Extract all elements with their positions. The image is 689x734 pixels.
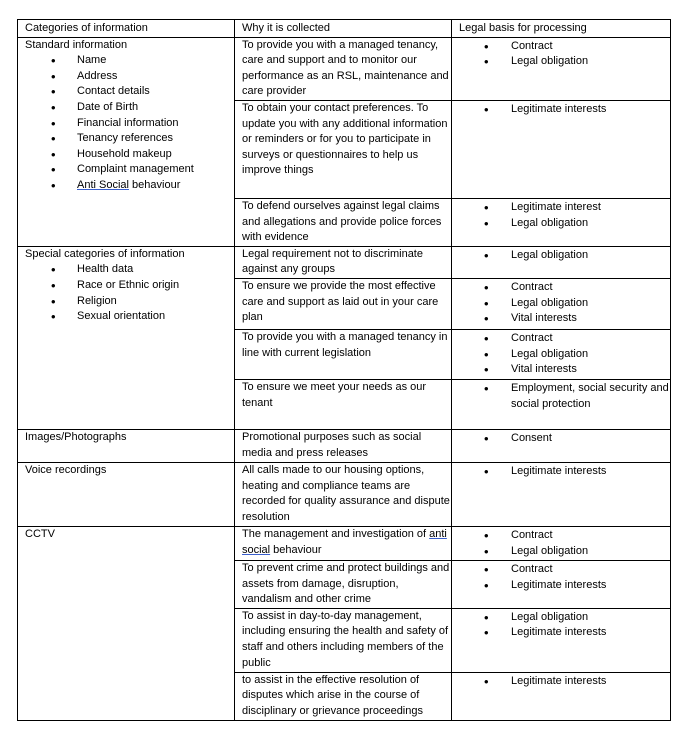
basis-cell: [452, 100, 671, 198]
header-why: Why it is collected: [235, 20, 452, 38]
table-row: [18, 429, 671, 462]
category-cell-voice: Voice recordings: [18, 462, 235, 526]
basis-cell: [452, 37, 671, 100]
list-item: • Date of Birth: [25, 100, 234, 116]
basis-item: • Consent: [459, 431, 670, 447]
category-cell-standard: [18, 37, 235, 246]
why-cell: to assist in the effective resolution of disputes which arise in the course of disciplinary or grievance proceedings: [235, 672, 452, 720]
table-row: [18, 246, 671, 278]
underlined-text: anti social: [242, 527, 447, 556]
why-cell: To defend ourselves against legal claims and allegations and provide police forces with evidence: [235, 198, 452, 246]
list-item: • Contact details: [25, 84, 234, 100]
category-title: Standard information: [25, 38, 128, 51]
why-cell: To ensure we provide the most effective care and support as laid out in your care plan: [235, 278, 452, 329]
basis-cell: [452, 526, 671, 560]
why-text: The management and investigation of: [242, 527, 430, 540]
why-cell: To prevent crime and protect buildings and assets from damage, disruption, vandalism and other crime: [235, 560, 452, 608]
why-cell: To obtain your contact preferences. To update you with any additional information or reminders or for you to participate in surveys or questionnaires to help us improve things: [235, 100, 452, 198]
list-item: • Race or Ethnic origin: [25, 278, 234, 294]
list-item: • Health data: [25, 262, 234, 278]
basis-item: • Legitimate interests: [459, 102, 670, 118]
basis-item: • Employment, social security and social protection: [459, 381, 670, 412]
basis-cell: [452, 329, 671, 379]
table-row: [18, 37, 671, 100]
basis-item: • Vital interests: [459, 311, 670, 327]
data-processing-table: [17, 19, 671, 721]
why-cell: Legal requirement not to discriminate against any groups: [235, 246, 452, 278]
basis-cell: [452, 198, 671, 246]
table-row: [18, 462, 671, 526]
basis-item: • Legitimate interests: [459, 625, 670, 641]
basis-cell: [452, 462, 671, 526]
basis-item: • Legal obligation: [459, 54, 670, 70]
why-cell: All calls made to our housing options, heating and compliance teams are recorded for quality assurance and dispute resolution: [235, 462, 452, 526]
basis-cell: [452, 379, 671, 429]
basis-item: • Contract: [459, 528, 670, 544]
category-cell-images: Images/Photographs: [18, 429, 235, 462]
basis-item: • Contract: [459, 39, 670, 55]
basis-item: • Contract: [459, 280, 670, 296]
basis-cell: [452, 560, 671, 608]
why-cell: To assist in day-to-day management, including ensuring the health and safety of staff and others including members of the public: [235, 608, 452, 672]
basis-item: • Legitimate interest: [459, 200, 670, 216]
list-item: • Financial information: [25, 116, 234, 132]
list-item: • Address: [25, 69, 234, 85]
basis-item: • Vital interests: [459, 362, 670, 378]
basis-item: • Legal obligation: [459, 296, 670, 312]
basis-item: • Legitimate interests: [459, 674, 670, 690]
basis-item: • Legal obligation: [459, 248, 670, 264]
category-title: Special categories of information: [25, 247, 185, 260]
why-cell: Promotional purposes such as social media and press releases: [235, 429, 452, 462]
list-item: • Household makeup: [25, 147, 234, 163]
basis-item: • Legal obligation: [459, 610, 670, 626]
why-cell: To ensure we meet your needs as our tenant: [235, 379, 452, 429]
basis-cell: [452, 278, 671, 329]
why-text-rest: behaviour: [270, 543, 322, 556]
category-cell-cctv: CCTV: [18, 526, 235, 720]
underlined-text: Anti Social: [77, 178, 129, 191]
list-item: [25, 178, 234, 194]
header-row: [18, 20, 671, 38]
list-item: • Tenancy references: [25, 131, 234, 147]
basis-item: • Legitimate interests: [459, 464, 670, 480]
header-categories: Categories of information: [18, 20, 235, 38]
list-item: • Name: [25, 53, 234, 69]
basis-item: • Contract: [459, 331, 670, 347]
why-cell: To provide you with a managed tenancy in line with current legislation: [235, 329, 452, 379]
list-item: • Religion: [25, 294, 234, 310]
list-item: • Sexual orientation: [25, 309, 234, 325]
basis-item: • Legal obligation: [459, 544, 670, 560]
basis-item: • Legal obligation: [459, 347, 670, 363]
table-row: [18, 526, 671, 560]
list-item-rest: behaviour: [128, 178, 181, 191]
basis-item: • Legitimate interests: [459, 578, 670, 594]
basis-cell: [452, 246, 671, 278]
why-cell: To provide you with a managed tenancy, care and support and to monitor our performance as an RSL, maintenance and care provider: [235, 37, 452, 100]
basis-cell: [452, 608, 671, 672]
list-item: • Complaint management: [25, 162, 234, 178]
basis-item: • Contract: [459, 562, 670, 578]
why-cell: [235, 526, 452, 560]
basis-cell: [452, 672, 671, 720]
category-item-list: [25, 53, 234, 193]
category-item-list: [25, 262, 234, 324]
category-cell-special: [18, 246, 235, 429]
basis-cell: [452, 429, 671, 462]
basis-item: • Legal obligation: [459, 216, 670, 232]
header-legal-basis: Legal basis for processing: [452, 20, 671, 38]
